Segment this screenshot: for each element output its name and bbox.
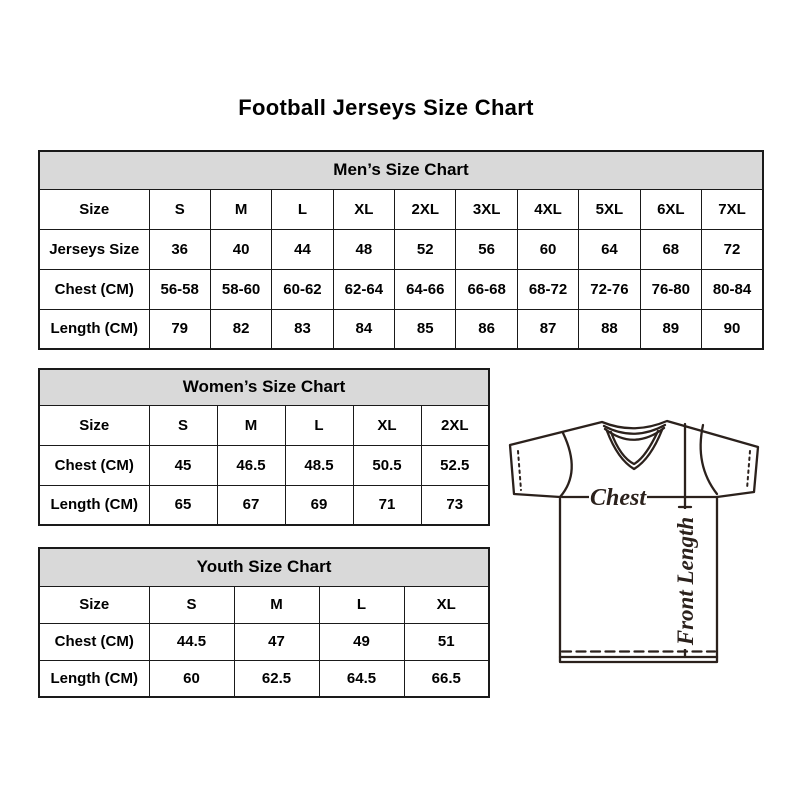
value-cell: XL	[333, 189, 394, 229]
value-cell: 6XL	[640, 189, 701, 229]
table-row	[39, 485, 489, 525]
value-cell: XL	[404, 586, 489, 623]
value-cell: 50.5	[353, 445, 421, 485]
value-cell: 71	[353, 485, 421, 525]
value-cell: 87	[517, 309, 578, 349]
value-cell: 36	[149, 229, 210, 269]
value-cell: 83	[272, 309, 333, 349]
value-cell: 62.5	[234, 660, 319, 697]
value-cell: 68	[640, 229, 701, 269]
table-header-row	[39, 151, 763, 189]
value-cell: 48	[333, 229, 394, 269]
value-cell: XL	[353, 405, 421, 445]
value-cell: 76-80	[640, 269, 701, 309]
value-cell: S	[149, 189, 210, 229]
value-cell: 44.5	[149, 623, 234, 660]
value-cell: 67	[217, 485, 285, 525]
row-label-cell: Size	[39, 586, 149, 623]
value-cell: 60-62	[272, 269, 333, 309]
value-cell: L	[272, 189, 333, 229]
value-cell: 5XL	[579, 189, 640, 229]
value-cell: 44	[272, 229, 333, 269]
value-cell: 56-58	[149, 269, 210, 309]
table-header-row	[39, 548, 489, 586]
value-cell: 64-66	[395, 269, 456, 309]
value-cell: 46.5	[217, 445, 285, 485]
value-cell: 60	[517, 229, 578, 269]
womens-size-table	[38, 368, 490, 526]
value-cell: 84	[333, 309, 394, 349]
value-cell: S	[149, 586, 234, 623]
value-cell: 82	[210, 309, 271, 349]
value-cell: 80-84	[702, 269, 763, 309]
value-cell: M	[217, 405, 285, 445]
value-cell: 45	[149, 445, 217, 485]
row-label-cell: Chest (CM)	[39, 623, 149, 660]
table-title-cell: Women’s Size Chart	[39, 369, 489, 405]
row-label-cell: Length (CM)	[39, 660, 149, 697]
table-row	[39, 189, 763, 229]
value-cell: 58-60	[210, 269, 271, 309]
value-cell: 79	[149, 309, 210, 349]
page-title: Football Jerseys Size Chart	[238, 95, 534, 120]
value-cell: L	[319, 586, 404, 623]
table-header-row	[39, 369, 489, 405]
value-cell: 60	[149, 660, 234, 697]
chest-label: Chest	[589, 485, 647, 511]
value-cell: 72	[702, 229, 763, 269]
value-cell: 88	[579, 309, 640, 349]
table-row	[39, 309, 763, 349]
table-title-cell: Men’s Size Chart	[39, 151, 763, 189]
value-cell: 51	[404, 623, 489, 660]
row-label-cell: Length (CM)	[39, 485, 149, 525]
value-cell: 7XL	[702, 189, 763, 229]
value-cell: 52	[395, 229, 456, 269]
youth-size-table	[38, 547, 490, 698]
table-row	[39, 660, 489, 697]
mens-size-table	[38, 150, 764, 350]
value-cell: 4XL	[517, 189, 578, 229]
jersey-outline	[510, 421, 758, 662]
value-cell: 40	[210, 229, 271, 269]
value-cell: 65	[149, 485, 217, 525]
value-cell: 64	[579, 229, 640, 269]
value-cell: S	[149, 405, 217, 445]
front-length-label: Front Length	[673, 516, 698, 646]
value-cell: 72-76	[579, 269, 640, 309]
row-label-cell: Size	[39, 189, 149, 229]
value-cell: 90	[702, 309, 763, 349]
value-cell: 89	[640, 309, 701, 349]
value-cell: 64.5	[319, 660, 404, 697]
row-label-cell: Chest (CM)	[39, 269, 149, 309]
value-cell: 47	[234, 623, 319, 660]
value-cell: L	[285, 405, 353, 445]
table-row	[39, 269, 763, 309]
value-cell: M	[210, 189, 271, 229]
row-label-cell: Size	[39, 405, 149, 445]
value-cell: 62-64	[333, 269, 394, 309]
value-cell: 48.5	[285, 445, 353, 485]
value-cell: 66.5	[404, 660, 489, 697]
value-cell: 68-72	[517, 269, 578, 309]
value-cell: 73	[421, 485, 489, 525]
value-cell: 69	[285, 485, 353, 525]
table-row	[39, 586, 489, 623]
value-cell: 3XL	[456, 189, 517, 229]
row-label-cell: Chest (CM)	[39, 445, 149, 485]
table-title-cell: Youth Size Chart	[39, 548, 489, 586]
value-cell: M	[234, 586, 319, 623]
value-cell: 49	[319, 623, 404, 660]
table-row	[39, 405, 489, 445]
table-row	[39, 445, 489, 485]
value-cell: 86	[456, 309, 517, 349]
value-cell: 85	[395, 309, 456, 349]
row-label-cell: Length (CM)	[39, 309, 149, 349]
table-row	[39, 623, 489, 660]
value-cell: 2XL	[395, 189, 456, 229]
value-cell: 52.5	[421, 445, 489, 485]
value-cell: 56	[456, 229, 517, 269]
value-cell: 2XL	[421, 405, 489, 445]
table-row	[39, 229, 763, 269]
jersey-diagram	[505, 408, 763, 666]
row-label-cell: Jerseys Size	[39, 229, 149, 269]
value-cell: 66-68	[456, 269, 517, 309]
